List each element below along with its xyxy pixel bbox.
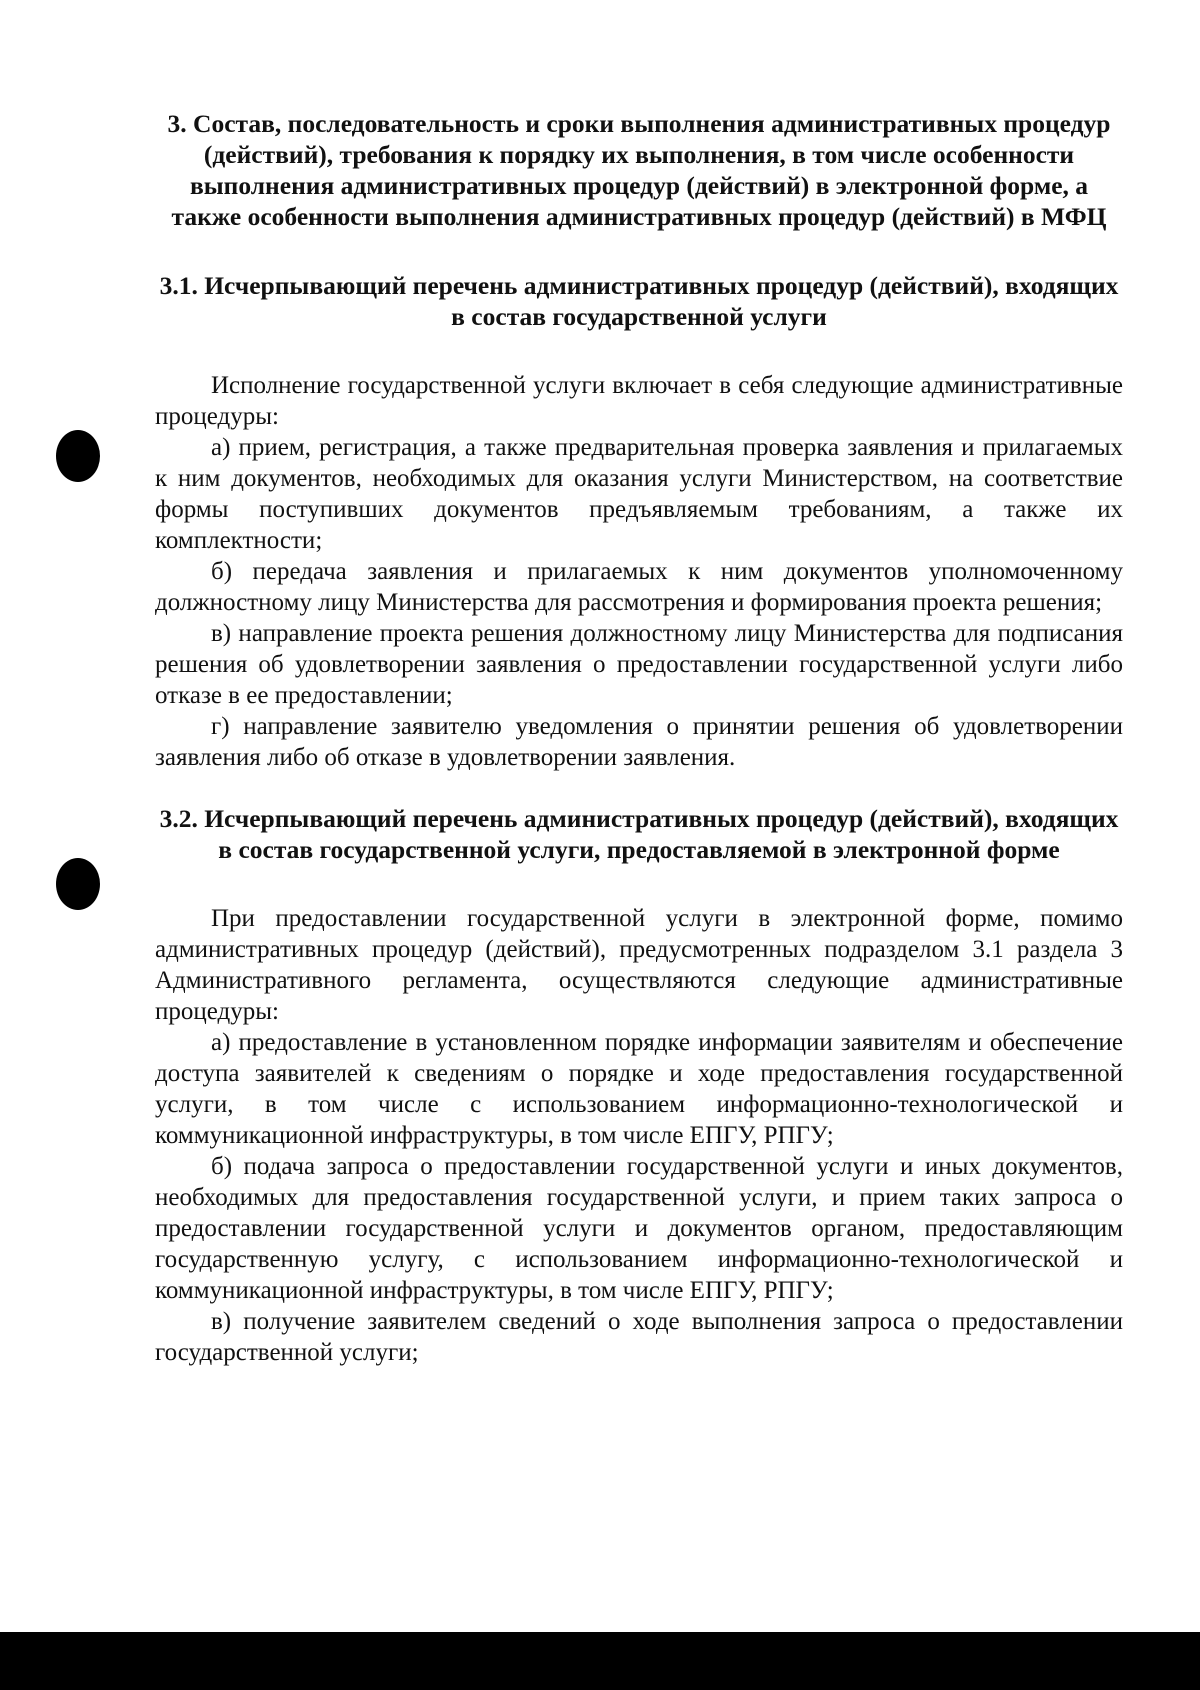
section-3-1-item-b: б) передача заявления и прилагаемых к ним документов уполномоченному должностному лицу Министерства для рассмотрения и формирования проекта решения; [155,558,1123,616]
punch-hole-lower [56,858,100,910]
section-3-1-item-g: г) направление заявителю уведомления о принятии решения об удовлетворении заявления либо об отказе в удовлетворении заявления. [155,713,1123,771]
section-3-2 [155,803,1123,1368]
section-3-1-item-a: а) прием, регистрация, а также предварительная проверка заявления и прилагаемых к ним документов, необходимых для оказания услуги Министерством, на соответствие формы поступивших документов предъявляемым требованиям, а также их комплектности; [155,434,1123,554]
section-3-1-item-v: в) направление проекта решения должностному лицу Министерства для подписания решения об удовлетворении заявления о предоставлении государственной услуги либо отказе в ее предоставлении; [155,620,1123,709]
section-3-1-paragraph: Исполнение государственной услуги включает в себя следующие административные процедуры: [155,372,1123,430]
section-3-1-heading: 3.1. Исчерпывающий перечень административных процедур (действий), входящих в состав государственной услуги [159,271,1119,331]
section-3-2-heading: 3.2. Исчерпывающий перечень административных процедур (действий), входящих в состав государственной услуги, предоставляемой в электронной форме [159,804,1119,864]
section-3-2-item-a: а) предоставление в установленном порядке информации заявителям и обеспечение доступа заявителей к сведениям о порядке и ходе предоставления государственной услуги, в том числе с использованием информационно-технологической и коммуникационной инфраструктуры, в том числе ЕПГУ, РПГУ; [155,1029,1123,1149]
section-3-1 [155,270,1123,773]
section-3-2-item-b: б) подача запроса о предоставлении государственной услуги и иных документов, необходимых для предоставления государственной услуги, и прием таких запроса о предоставлении государственной услуги и документов органом, предоставляющим государственную услугу, с использованием информационно-технологической и коммуникационной инфраструктуры, в том числе ЕПГУ, РПГУ; [155,1153,1123,1304]
main-heading: 3. Состав, последовательность и сроки выполнения административных процедур (действий), требования к порядку их выполнения, в том числе особенности выполнения административных процедур (действий) в электронной форме, а также особенности выполнения административных процедур (действий) в МФЦ [167,109,1111,231]
section-3-2-item-v: в) получение заявителем сведений о ходе выполнения запроса о предоставлении государственной услуги; [155,1308,1123,1366]
section-3-2-paragraph: При предоставлении государственной услуги в электронной форме, помимо административных процедур (действий), предусмотренных подразделом 3.1 раздела 3 Административного регламента, осуществляются следующие административные процедуры: [155,905,1123,1025]
punch-hole-upper [56,430,100,482]
document-page [155,108,1123,1368]
section-spacer [155,773,1123,803]
scan-bottom-bar [0,1632,1200,1690]
